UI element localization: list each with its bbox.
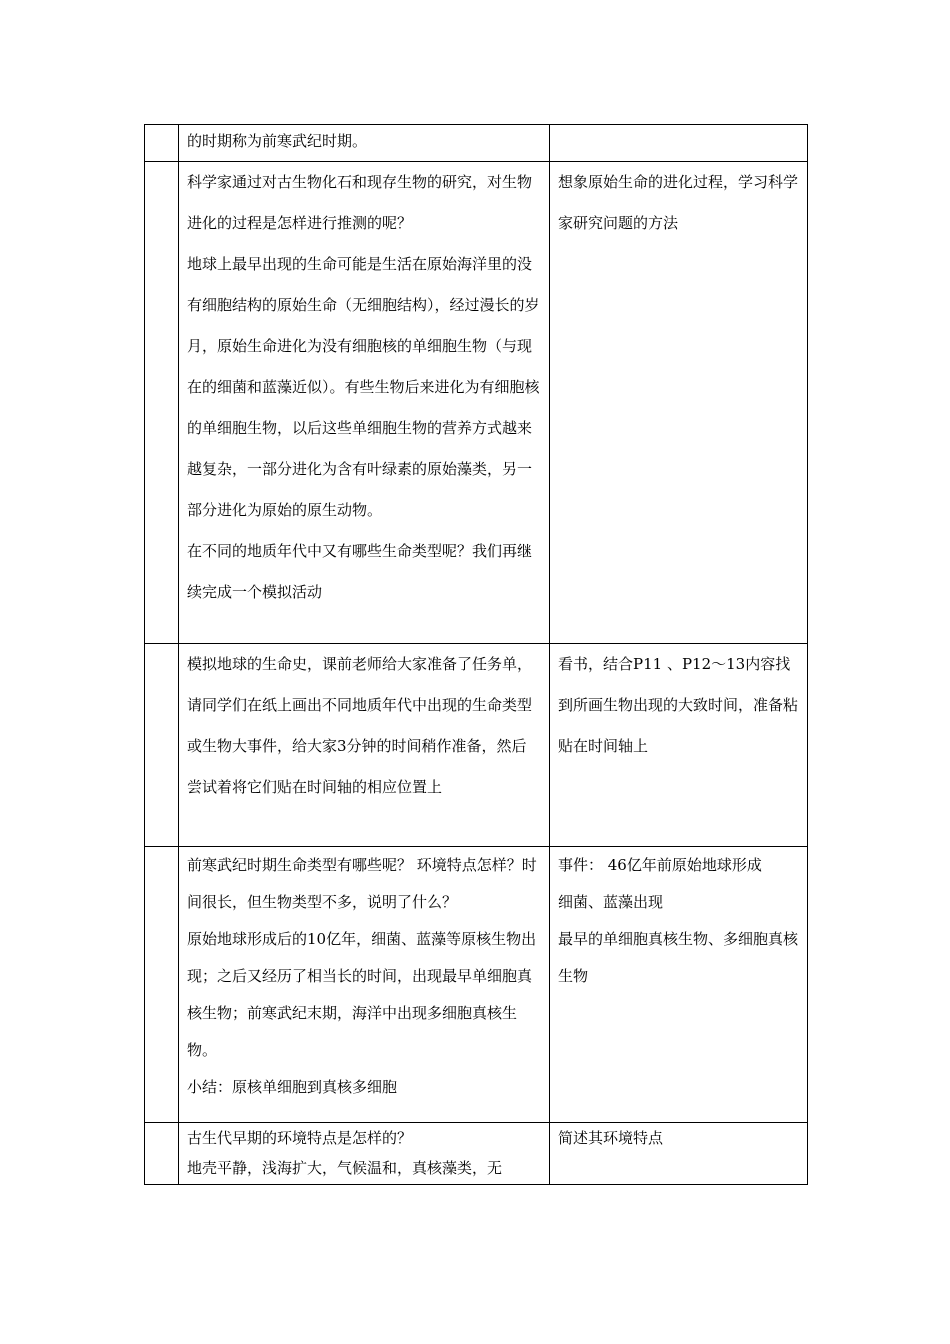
table-row: [145, 1123, 808, 1185]
activity-cell: [550, 162, 808, 644]
activity-cell: [550, 125, 808, 162]
table-row: [145, 125, 808, 162]
table-row: [145, 847, 808, 1123]
lesson-table: [144, 124, 808, 1185]
content-paragraph: 前寒武纪时期生命类型有哪些呢？ 环境特点怎样？时间很长，但生物类型不多，说明了什么？: [187, 856, 537, 911]
activity-paragraph: 想象原始生命的进化过程，学习科学家研究问题的方法: [558, 173, 799, 232]
content-paragraph: 地壳平静，浅海扩大，气候温和，真核藻类，无: [187, 1159, 503, 1177]
content-cell: [179, 644, 550, 847]
content-paragraph: 小结：原核单细胞到真核多细胞: [187, 1078, 398, 1096]
content-cell: [179, 1123, 550, 1185]
index-cell: [145, 1123, 179, 1185]
content-cell: [179, 162, 550, 644]
content-paragraph: 在不同的地质年代中又有哪些生命类型呢？我们再继续完成一个模拟活动: [187, 542, 533, 601]
content-cell: [179, 847, 550, 1123]
table-row: [145, 162, 808, 644]
content-paragraph: 古生代早期的环境特点是怎样的？: [187, 1129, 413, 1147]
content-paragraph: 的时期称为前寒武纪时期。: [187, 132, 368, 150]
activity-paragraph: 细菌、蓝藻出现: [558, 893, 664, 911]
activity-cell: [550, 644, 808, 847]
content-paragraph: 模拟地球的生命史，课前老师给大家准备了任务单，请同学们在纸上画出不同地质年代中出现的生命类型或生物大事件，给大家3分钟的时间稍作准备，然后尝试着将它们贴在时间轴的相应位置上: [187, 655, 533, 796]
index-cell: [145, 162, 179, 644]
content-paragraph: 地球上最早出现的生命可能是生活在原始海洋里的没有细胞结构的原始生命（无细胞结构），经过漫长的岁月，原始生命进化为没有细胞核的单细胞生物（与现在的细菌和蓝藻近似）。有些生物后来进化为有细胞核的单细胞生物，以后这些单细胞生物的营养方式越来越复杂，一部分进化为含有叶绿素的原始藻类，另一部分进化为原始的原生动物。: [187, 255, 540, 519]
activity-cell: [550, 1123, 808, 1185]
activity-paragraph: 看书，结合P11 、P12～13内容找到所画生物出现的大致时间，准备粘贴在时间轴上: [558, 655, 799, 755]
activity-paragraph: 事件： 46亿年前原始地球形成: [558, 856, 762, 874]
content-paragraph: 原始地球形成后的10亿年，细菌、蓝藻等原核生物出现；之后又经历了相当长的时间，出现最早单细胞真核生物；前寒武纪末期，海洋中出现多细胞真核生物。: [187, 930, 537, 1059]
activity-paragraph: 简述其环境特点: [558, 1129, 664, 1147]
activity-cell: [550, 847, 808, 1123]
table-row: [145, 644, 808, 847]
activity-paragraph: 最早的单细胞真核生物、多细胞真核生物: [558, 930, 799, 985]
index-cell: [145, 847, 179, 1123]
index-cell: [145, 125, 179, 162]
index-cell: [145, 644, 179, 847]
content-paragraph: 科学家通过对古生物化石和现存生物的研究，对生物进化的过程是怎样进行推测的呢？: [187, 173, 533, 232]
content-cell: [179, 125, 550, 162]
